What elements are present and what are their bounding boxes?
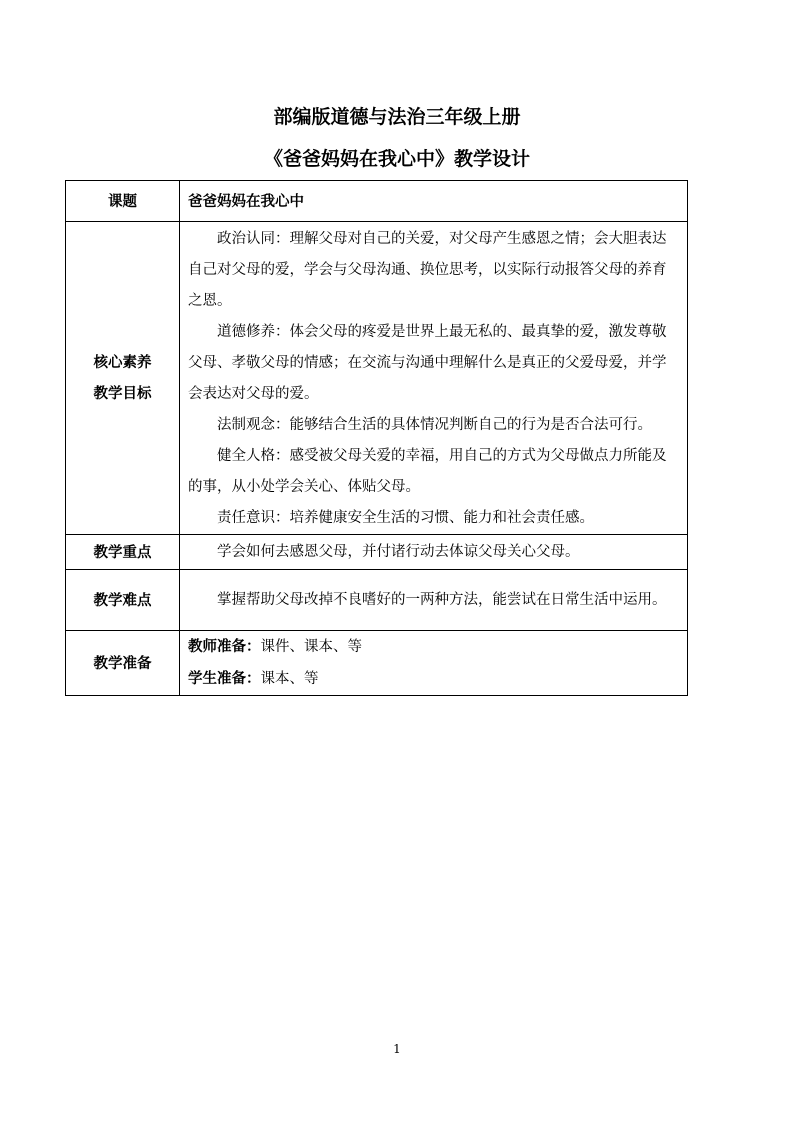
goal-moral-cultivation: 道德修养：体会父母的疼爱是世界上最无私的、最真挚的爱，激发尊敬父母、孝敬父母的情感；在交流与沟通中理解什么是真正的父爱母爱，并学会表达对父母的爱。 <box>188 324 667 402</box>
table-row-key-points <box>66 535 688 570</box>
teacher-preparation <box>188 631 679 663</box>
difficulties-content <box>180 570 688 631</box>
goals-label-line1: 核心素养 <box>93 354 152 371</box>
topic-value: 爸爸妈妈在我心中 <box>180 181 688 222</box>
goal-sound-personality: 健全人格：感受被父母关爱的幸福，用自己的方式为父母做点力所能及的事，从小处学会关心、体贴父母。 <box>188 448 667 495</box>
document-subtitle: 《爸爸妈妈在我心中》教学设计 <box>263 148 530 170</box>
lesson-plan-table <box>65 180 688 696</box>
goals-label-line2: 教学目标 <box>93 385 152 402</box>
preparation-content <box>180 631 688 696</box>
student-preparation-value: 课本、等 <box>260 671 319 687</box>
student-preparation <box>188 663 679 695</box>
teacher-preparation-value: 课件、课本、等 <box>260 639 362 655</box>
table-row-difficulties <box>66 570 688 631</box>
key-points-value: 学会如何去感恩父母，并付诸行动去体谅父母关心父母。 <box>217 543 580 560</box>
document-title: 部编版道德与法治三年级上册 <box>273 106 521 128</box>
goals-label <box>66 222 180 535</box>
topic-label: 课题 <box>66 181 180 222</box>
goals-content <box>180 222 688 535</box>
student-preparation-label: 学生准备： <box>188 670 261 687</box>
preparation-label: 教学准备 <box>66 631 180 696</box>
key-points-content <box>180 535 688 570</box>
key-points-label: 教学重点 <box>66 535 180 570</box>
goal-political-identity: 政治认同：理解父母对自己的关爱，对父母产生感恩之情；会大胆表达自己对父母的爱，学会与父母沟通、换位思考，以实际行动报答父母的养育之恩。 <box>188 231 667 309</box>
page-number: 1 <box>393 1042 401 1056</box>
table-row-topic <box>66 181 688 222</box>
teacher-preparation-label: 教师准备： <box>188 638 261 655</box>
difficulties-label: 教学难点 <box>66 570 180 631</box>
table-row-goals <box>66 222 688 535</box>
goal-responsibility: 责任意识：培养健康安全生活的习惯、能力和社会责任感。 <box>217 510 594 526</box>
table-row-preparation <box>66 631 688 696</box>
difficulties-value: 掌握帮助父母改掉不良嗜好的一两种方法，能尝试在日常生活中运用。 <box>217 591 667 608</box>
goal-legal-awareness: 法制观念：能够结合生活的具体情况判断自己的行为是否合法可行。 <box>217 417 652 433</box>
